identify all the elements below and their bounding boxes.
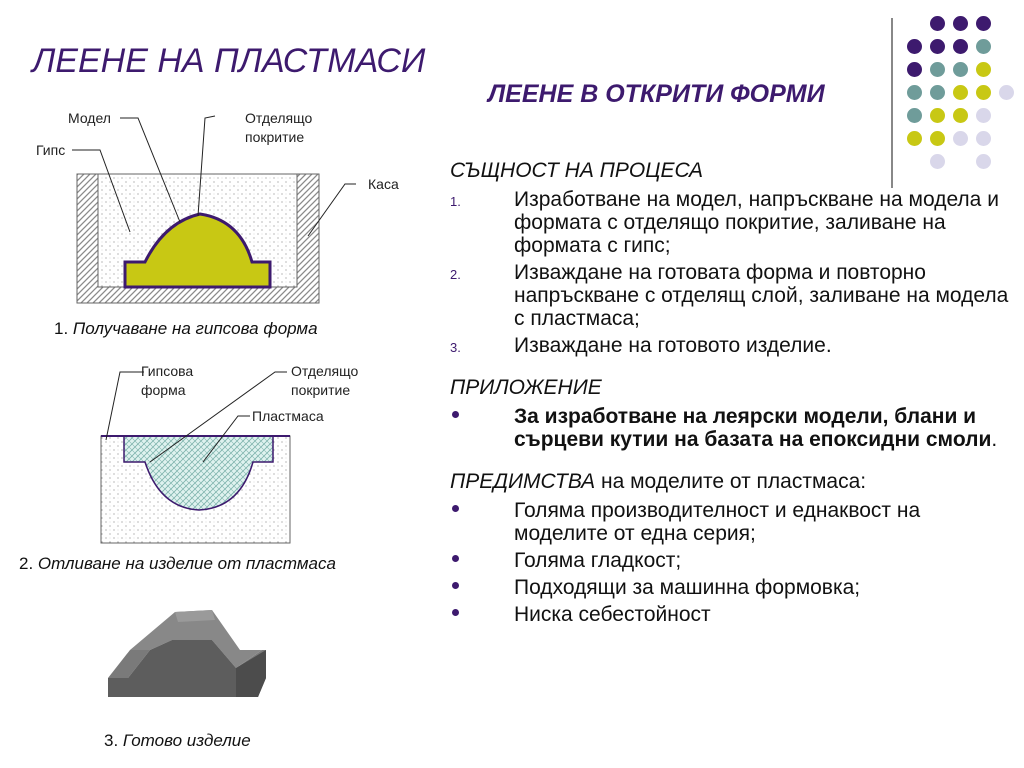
item-text: Изработване на модел, напръскване на модела и формата с отделящо покритие, заливане на формата с гипс; — [514, 188, 999, 257]
list-item — [450, 549, 1010, 572]
item-number: 1. — [450, 194, 461, 209]
label-model: Модел — [68, 110, 111, 126]
decorative-dot — [930, 39, 945, 54]
decorative-dot — [976, 85, 991, 100]
list-item — [450, 261, 1010, 330]
decorative-dot — [953, 62, 968, 77]
figure1-caption — [54, 319, 318, 339]
application-tail: . — [991, 428, 998, 451]
advantage-text: Голяма гладкост; — [514, 549, 682, 572]
list-item — [450, 603, 1010, 626]
bullet-icon — [452, 505, 459, 512]
content-column — [450, 158, 1010, 626]
application-heading: ПРИЛОЖЕНИЕ — [450, 376, 602, 399]
decorative-dot — [999, 85, 1014, 100]
decorative-dot — [930, 62, 945, 77]
decorative-dot — [907, 108, 922, 123]
bullet-icon — [452, 582, 459, 589]
decorative-dot — [930, 131, 945, 146]
leader-gypsum-form — [106, 372, 144, 440]
item-number: 2. — [450, 267, 461, 282]
figure2-caption — [19, 554, 336, 574]
page-title: ЛЕЕНЕ НА ПЛАСТМАСИ — [32, 42, 426, 80]
list-item — [450, 405, 1010, 451]
decorative-dot — [907, 62, 922, 77]
decorative-dot — [976, 62, 991, 77]
figure1-caption-num: 1. — [54, 319, 69, 338]
item-number: 3. — [450, 340, 461, 355]
figure1-caption-text: Получаване на гипсова форма — [72, 319, 318, 338]
advantage-text: Голяма производителност и еднаквост на моделите от една серия; — [514, 499, 921, 545]
decorative-dot — [907, 39, 922, 54]
decorative-dot — [976, 131, 991, 146]
figure3-caption-text: Готово изделие — [122, 731, 251, 750]
figure2-diagram — [101, 372, 290, 543]
figure2-caption-text: Отливане на изделие от пластмаса — [37, 554, 336, 573]
bullet-icon — [452, 411, 459, 418]
figure1-diagram — [72, 116, 356, 303]
label-plastic: Пластмаса — [252, 408, 324, 424]
advantages-heading — [450, 469, 1010, 495]
bullet-icon — [452, 555, 459, 562]
figure3-caption — [104, 731, 251, 751]
page-subtitle: ЛЕЕНЕ В ОТКРИТИ ФОРМИ — [488, 80, 825, 108]
list-item — [450, 499, 1010, 545]
decorative-dot — [953, 108, 968, 123]
item-text: Изваждане на готовото изделие. — [514, 334, 832, 357]
figure3-caption-num: 3. — [104, 731, 119, 750]
decorative-dot — [976, 108, 991, 123]
decorative-dot — [953, 39, 968, 54]
bullet-icon — [452, 609, 459, 616]
advantages-heading-rest: на моделите от пластмаса: — [595, 470, 867, 493]
advantages-heading-italic: ПРЕДИМСТВА — [450, 470, 596, 493]
item-text: Изваждане на готовата форма и повторно напръскване с отделящ слой, заливане на модела с пластмаса; — [514, 261, 1009, 330]
decorative-dot — [930, 16, 945, 31]
list-item — [450, 576, 1010, 599]
list-item — [450, 188, 1010, 257]
label-coating-2: Отделящо покритие — [291, 363, 359, 398]
finished-product-shape — [108, 610, 266, 697]
decorative-dot — [930, 85, 945, 100]
advantage-text: Ниска себестойност — [514, 603, 711, 626]
decorative-dot — [907, 131, 922, 146]
advantage-text: Подходящи за машинна формовка; — [514, 576, 861, 599]
essence-heading: СЪЩНОСТ НА ПРОЦЕСА — [450, 159, 703, 182]
figure2-caption-num: 2. — [19, 554, 34, 573]
label-gypsum-form: Гипсова форма — [141, 363, 194, 398]
decorative-dot — [907, 85, 922, 100]
decorative-dot — [953, 16, 968, 31]
label-box: Каса — [368, 176, 399, 192]
list-item — [450, 334, 1010, 357]
application-text: За изработване на леярски модели, блани и сърцеви кутии на базата на епоксидни смоли — [514, 405, 992, 451]
decorative-dot — [976, 16, 991, 31]
decorative-dot — [930, 108, 945, 123]
label-coating: Отделящо покритие — [245, 110, 313, 145]
label-gypsum: Гипс — [36, 142, 66, 158]
decorative-dot — [953, 131, 968, 146]
decorative-dot — [953, 85, 968, 100]
decorative-dot — [976, 39, 991, 54]
